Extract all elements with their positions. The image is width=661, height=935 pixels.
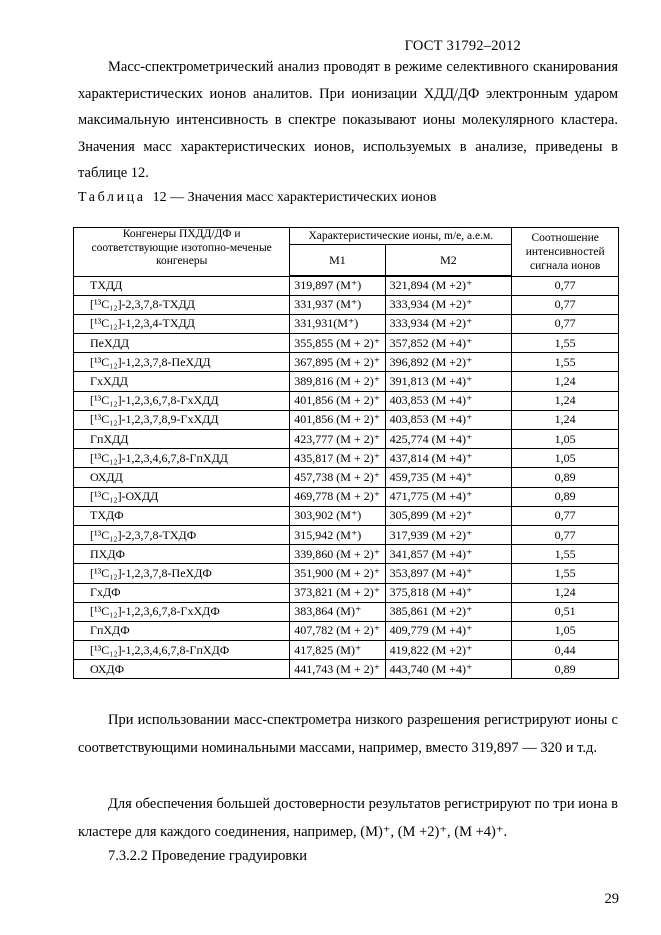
m2-cell: 396,892 (M +2)⁺	[385, 353, 512, 372]
congener-cell: ТХДД	[74, 276, 290, 295]
congener-cell: [¹³C₁₂]-1,2,3,4,6,7,8-ГпХДД	[74, 449, 290, 468]
m2-cell: 305,899 (M +2)⁺	[385, 506, 512, 525]
ion-mass-table	[73, 227, 619, 679]
m1-cell: 303,902 (M⁺)	[290, 506, 385, 525]
m2-cell: 443,740 (M +4)⁺	[385, 660, 512, 679]
m1-cell: 383,864 (M)⁺	[290, 602, 385, 621]
ratio-cell: 1,05	[512, 430, 619, 449]
ratio-cell: 0,51	[512, 602, 619, 621]
table-row	[74, 506, 619, 525]
m1-cell: 319,897 (M⁺)	[290, 276, 385, 295]
m2-cell: 459,735 (M +4)⁺	[385, 468, 512, 487]
m2-cell: 425,774 (M +4)⁺	[385, 430, 512, 449]
standard-number: ГОСТ 31792–2012	[404, 38, 521, 54]
table-row	[74, 660, 619, 679]
table-caption-text: 12 — Значения масс характеристических ионов	[152, 190, 437, 205]
ratio-cell: 1,55	[512, 564, 619, 583]
table-row	[74, 314, 619, 333]
reliability-paragraph: Для обеспечения большей достоверности результатов регистрируют по три иона в кластере для каждого соединения, например, (M)⁺, (M +2)⁺, (M +4)⁺.	[78, 796, 618, 840]
congener-cell: [¹³C₁₂]-ОХДД	[74, 487, 290, 506]
congener-cell: ОХДД	[74, 468, 290, 487]
intro-paragraph: Масс-спектрометрический анализ проводят в режиме селективного сканирования характеристических ионов аналитов. При ионизации ХДД/ДФ электронным ударом максимальную интенсивность в спектре показывают ионы молекулярного кластера. Значения масс характеристических ионов, используемых в анализе, приведены в таблице 12.	[78, 59, 618, 181]
ratio-cell: 1,24	[512, 410, 619, 429]
m1-cell: 331,937 (M⁺)	[290, 295, 385, 314]
congener-cell: ОХДФ	[74, 660, 290, 679]
congener-cell: [¹³C₁₂]-1,2,3,7,8,9-ГхХДД	[74, 410, 290, 429]
m1-cell: 441,743 (M + 2)⁺	[290, 660, 385, 679]
congener-cell: [¹³C₁₂]-1,2,3,6,7,8-ГхХДФ	[74, 602, 290, 621]
congener-cell: [¹³C₁₂]-1,2,3,6,7,8-ГхХДД	[74, 391, 290, 410]
m2-cell: 391,813 (M +4)⁺	[385, 372, 512, 391]
congener-cell: ГхХДД	[74, 372, 290, 391]
m2-cell: 419,822 (M +2)⁺	[385, 641, 512, 660]
ratio-cell: 0,77	[512, 525, 619, 544]
congener-cell: [¹³C₁₂]-2,3,7,8-ТХДД	[74, 295, 290, 314]
table-row	[74, 449, 619, 468]
ratio-cell: 1,24	[512, 391, 619, 410]
m2-cell: 321,894 (M +2)⁺	[385, 276, 512, 295]
table-row	[74, 430, 619, 449]
m2-cell: 341,857 (M +4)⁺	[385, 545, 512, 564]
table-row	[74, 525, 619, 544]
subsection-heading: 7.3.2.2 Проведение градуировки	[108, 848, 308, 864]
ratio-cell: 0,77	[512, 295, 619, 314]
m1-cell: 351,900 (M + 2)⁺	[290, 564, 385, 583]
low-resolution-paragraph: При использовании масс-спектрометра низкого разрешения регистрируют ионы с соответствующими номинальными массами, например, вместо 319,897 — 320 и т.д.	[78, 712, 618, 756]
congener-cell: [¹³C₁₂]-1,2,3,7,8-ПеХДФ	[74, 564, 290, 583]
ratio-cell: 1,55	[512, 545, 619, 564]
congener-cell: ГпХДД	[74, 430, 290, 449]
ratio-cell: 1,05	[512, 621, 619, 640]
table-row	[74, 621, 619, 640]
table-row	[74, 602, 619, 621]
m1-cell: 457,738 (M + 2)⁺	[290, 468, 385, 487]
ratio-cell: 0,77	[512, 276, 619, 295]
table-row	[74, 391, 619, 410]
congener-cell: ГпХДФ	[74, 621, 290, 640]
ratio-cell: 0,77	[512, 506, 619, 525]
ratio-cell: 0,89	[512, 487, 619, 506]
ratio-cell: 1,55	[512, 334, 619, 353]
m2-cell: 471,775 (M +4)⁺	[385, 487, 512, 506]
table-row	[74, 583, 619, 602]
congener-cell: ПХДФ	[74, 545, 290, 564]
table-caption	[78, 190, 437, 206]
m1-cell: 389,816 (M + 2)⁺	[290, 372, 385, 391]
ratio-cell: 0,89	[512, 468, 619, 487]
header-m1: М1	[290, 245, 385, 277]
header-ions: Характеристические ионы, m/e, а.е.м.	[290, 228, 512, 245]
m1-cell: 331,931(M⁺)	[290, 314, 385, 333]
m1-cell: 373,821 (M + 2)⁺	[290, 583, 385, 602]
table-row	[74, 545, 619, 564]
table-row	[74, 487, 619, 506]
ratio-cell: 0,89	[512, 660, 619, 679]
m1-cell: 417,825 (M)⁺	[290, 641, 385, 660]
table-body	[74, 276, 619, 679]
congener-cell: ТХДФ	[74, 506, 290, 525]
congener-cell: [¹³C₁₂]-2,3,7,8-ТХДФ	[74, 525, 290, 544]
ratio-cell: 0,77	[512, 314, 619, 333]
m2-cell: 333,934 (M +2)⁺	[385, 314, 512, 333]
m1-cell: 355,855 (M + 2)⁺	[290, 334, 385, 353]
page-number: 29	[604, 891, 619, 907]
table-row	[74, 641, 619, 660]
table-row	[74, 353, 619, 372]
header-ratio: Соотношение интенсивностей сигнала ионов	[512, 228, 619, 277]
m1-cell: 315,942 (M⁺)	[290, 525, 385, 544]
m2-cell: 385,861 (M +2)⁺	[385, 602, 512, 621]
congener-cell: ГхДФ	[74, 583, 290, 602]
header-congeners: Конгенеры ПХДД/ДФ и соответствующие изотопно-меченые конгенеры	[74, 228, 290, 277]
table-row	[74, 276, 619, 295]
m1-cell: 401,856 (M + 2)⁺	[290, 391, 385, 410]
m1-cell: 407,782 (M + 2)⁺	[290, 621, 385, 640]
m1-cell: 469,778 (M + 2)⁺	[290, 487, 385, 506]
congener-cell: [¹³C₁₂]-1,2,3,7,8-ПеХДД	[74, 353, 290, 372]
m2-cell: 409,779 (M +4)⁺	[385, 621, 512, 640]
ratio-cell: 1,05	[512, 449, 619, 468]
m2-cell: 317,939 (M +2)⁺	[385, 525, 512, 544]
m1-cell: 339,860 (M + 2)⁺	[290, 545, 385, 564]
table-row	[74, 334, 619, 353]
table-row	[74, 468, 619, 487]
ratio-cell: 1,24	[512, 583, 619, 602]
m2-cell: 403,853 (M +4)⁺	[385, 410, 512, 429]
ratio-cell: 1,24	[512, 372, 619, 391]
ratio-cell: 0,44	[512, 641, 619, 660]
m1-cell: 423,777 (M + 2)⁺	[290, 430, 385, 449]
ratio-cell: 1,55	[512, 353, 619, 372]
congener-cell: [¹³C₁₂]-1,2,3,4,6,7,8-ГпХДФ	[74, 641, 290, 660]
table-row	[74, 295, 619, 314]
m2-cell: 437,814 (M +4)⁺	[385, 449, 512, 468]
m1-cell: 367,895 (M + 2)⁺	[290, 353, 385, 372]
m2-cell: 333,934 (M +2)⁺	[385, 295, 512, 314]
m2-cell: 375,818 (M +4)⁺	[385, 583, 512, 602]
header-m2: М2	[385, 245, 512, 277]
m2-cell: 357,852 (M +4)⁺	[385, 334, 512, 353]
m2-cell: 403,853 (M +4)⁺	[385, 391, 512, 410]
congener-cell: ПеХДД	[74, 334, 290, 353]
table-caption-label: Таблица	[78, 190, 146, 205]
m1-cell: 435,817 (M + 2)⁺	[290, 449, 385, 468]
m1-cell: 401,856 (M + 2)⁺	[290, 410, 385, 429]
table-row	[74, 372, 619, 391]
m2-cell: 353,897 (M +4)⁺	[385, 564, 512, 583]
table-row	[74, 410, 619, 429]
congener-cell: [¹³C₁₂]-1,2,3,4-ТХДД	[74, 314, 290, 333]
table-row	[74, 564, 619, 583]
